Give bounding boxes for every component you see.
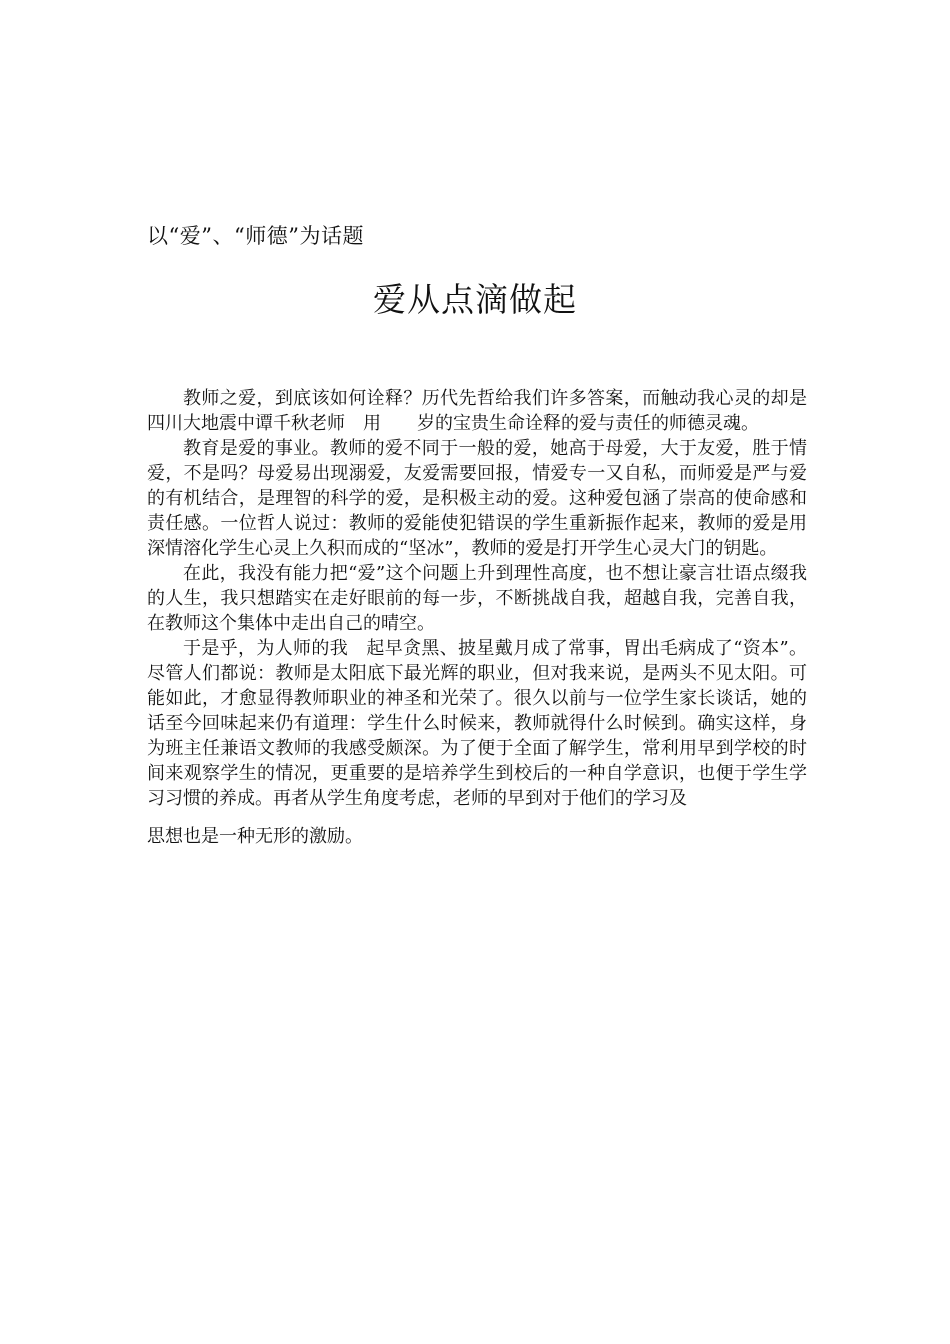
paragraph-1: 教师之爱，到底该如何诠释？历代先哲给我们许多答案，而触动我心灵的却是四川大地震中谭千秋老师 用 岁的宝贵生命诠释的爱与责任的师德灵魂。 (147, 388, 807, 434)
paragraph-4: 于是乎，为人师的我 起早贪黑、披星戴月成了常事，胃出毛病成了“资本”。尽管人们都说：教师是太阳底下最光辉的职业，但对我来说，是两头不见太阳。可能如此，才愈显得教师职业的神圣和光荣了。很久以前与一位学生家长谈话，她的话至今回味起来仍有道理：学生什么时候来，教师就得什么时候到。确实这样，身为班主任兼语文教师的我感受颇深。为了便于全面了解学生，常利用早到学校的时间来观察学生的情况，更重要的是培养学生到校后的一种自学意识，也便于学生学习习惯的养成。再者从学生角度考虑，老师的早到对于他们的学习及 (147, 638, 807, 809)
topic-line: 以“爱”、“师德”为话题 (147, 224, 364, 248)
paragraph-2: 教育是爱的事业。教师的爱不同于一般的爱，她高于母爱，大于友爱，胜于情爱，不是吗？母爱易出现溺爱，友爱需要回报，情爱专一又自私，而师爱是严与爱的有机结合，是理智的科学的爱，是积极主动的爱。这种爱包涵了崇高的使命感和责任感。一位哲人说过：教师的爱能使犯错误的学生重新振作起来，教师的爱是用深情溶化学生心灵上久积而成的“坚冰”，教师的爱是打开学生心灵大门的钥匙。 (147, 438, 807, 559)
paragraph-3: 在此，我没有能力把“爱”这个问题上升到理性高度，也不想让豪言壮语点缀我的人生，我只想踏实在走好眼前的每一步，不断挑战自我，超越自我，完善自我，在教师这个集体中走出自己的晴空。 (147, 563, 807, 634)
essay-title: 爱从点滴做起 (373, 280, 577, 319)
paragraph-4-continuation: 思想也是一种无形的激励。 (147, 826, 363, 847)
essay-body (147, 386, 807, 849)
